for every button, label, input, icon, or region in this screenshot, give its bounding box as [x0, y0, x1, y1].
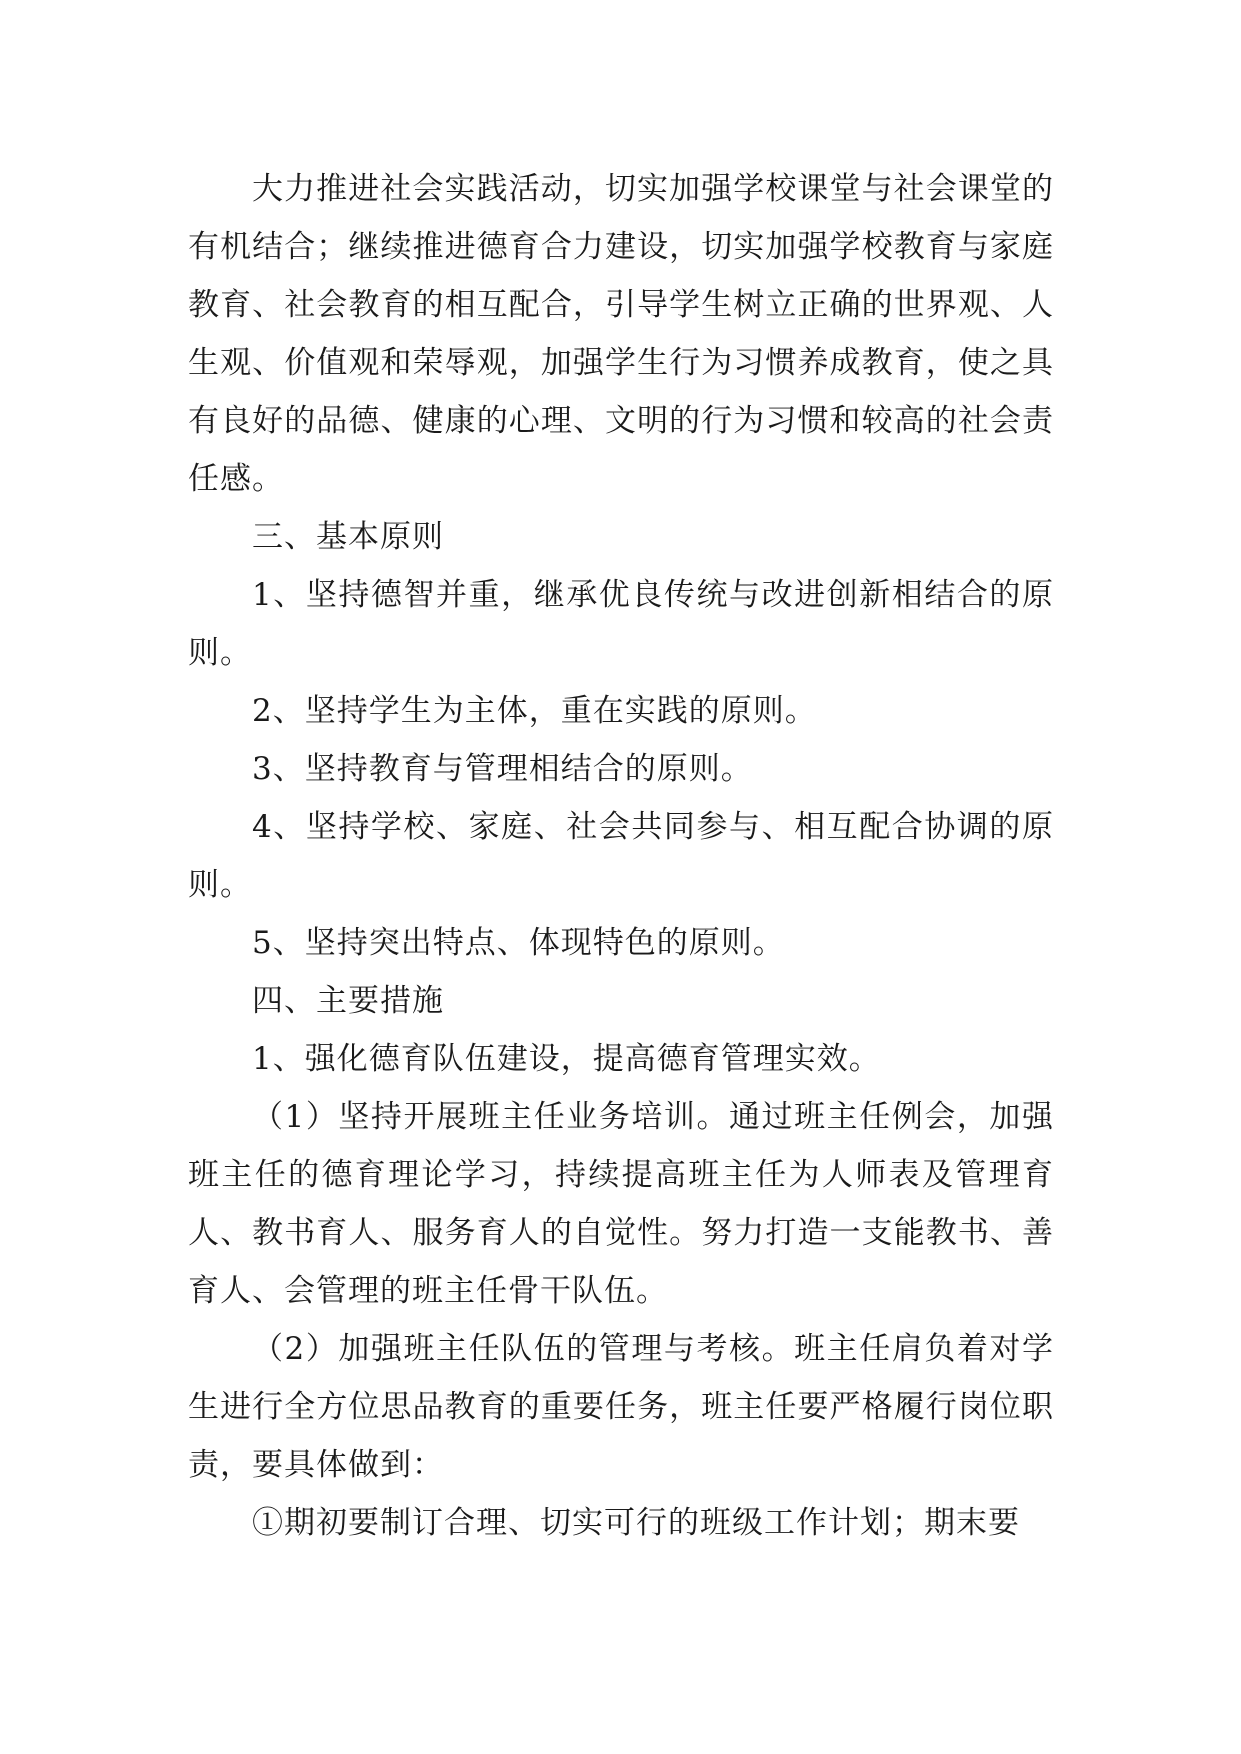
principle-item-4: 4、坚持学校、家庭、社会共同参与、相互配合协调的原则。 — [188, 809, 1054, 903]
measure-subitem-2: （2）加强班主任队伍的管理与考核。班主任肩负着对学生进行全方位思品教育的重要任务，班主任要严格履行岗位职责，要具体做到： — [188, 1331, 1054, 1483]
heading-main-measures: 四、主要措施 — [252, 983, 444, 1019]
measure-subitem-1: （1）坚持开展班主任业务培训。通过班主任例会，加强班主任的德育理论学习，持续提高班主任为人师表及管理育人、教书育人、服务育人的自觉性。努力打造一支能教书、善育人、会管理的班主任骨干队伍。 — [188, 1099, 1054, 1309]
principle-item-3: 3、坚持教育与管理相结合的原则。 — [252, 751, 753, 787]
measure-item-1: 1、强化德育队伍建设，提高德育管理实效。 — [252, 1041, 881, 1077]
document-body — [188, 160, 1054, 1552]
principle-item-1: 1、坚持德智并重，继承优良传统与改进创新相结合的原则。 — [188, 577, 1054, 671]
heading-basic-principles: 三、基本原则 — [252, 519, 444, 555]
measure-detail-1: ①期初要制订合理、切实可行的班级工作计划；期末要 — [252, 1505, 1020, 1541]
paragraph-social-practice: 大力推进社会实践活动，切实加强学校课堂与社会课堂的有机结合；继续推进德育合力建设，切实加强学校教育与家庭教育、社会教育的相互配合，引导学生树立正确的世界观、人生观、价值观和荣辱观，加强学生行为习惯养成教育，使之具有良好的品德、健康的心理、文明的行为习惯和较高的社会责任感。 — [188, 171, 1054, 497]
principle-item-5: 5、坚持突出特点、体现特色的原则。 — [252, 925, 785, 961]
principle-item-2: 2、坚持学生为主体，重在实践的原则。 — [252, 693, 817, 729]
